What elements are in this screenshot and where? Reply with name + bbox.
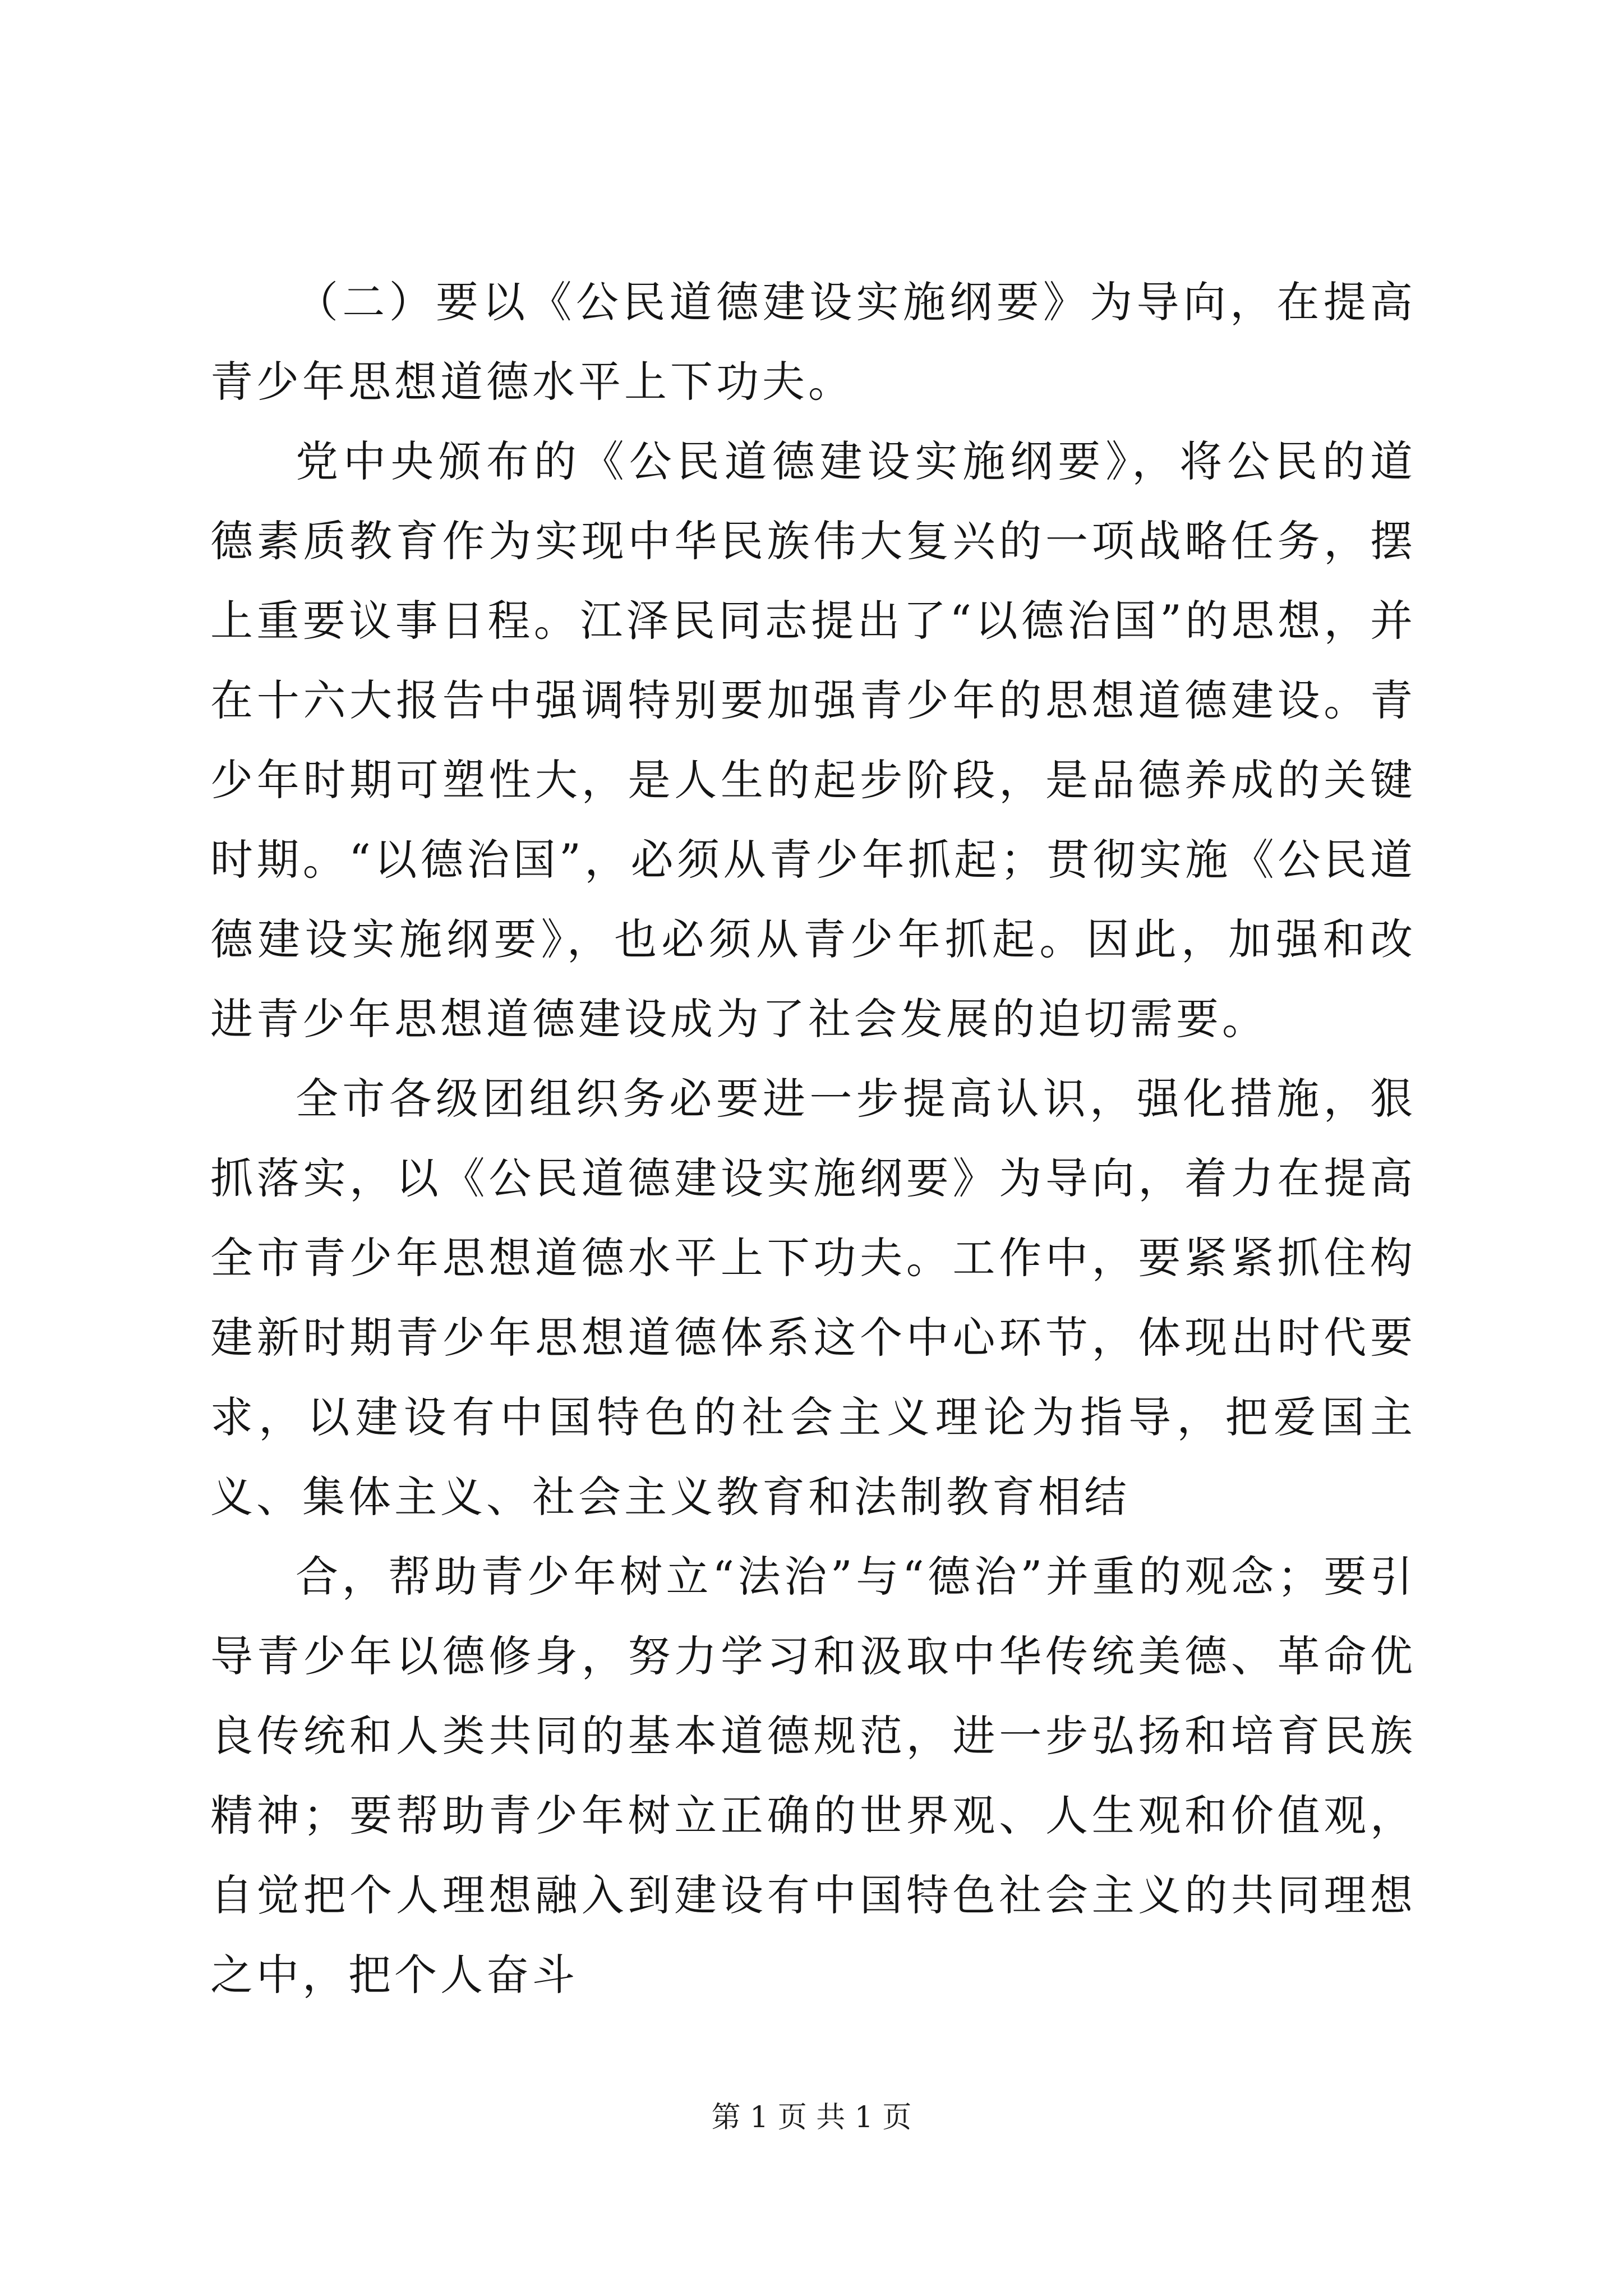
paragraph: 党中央颁布的《公民道德建设实施纲要》，将公民的道德素质教育作为实现中华民族伟大复兴的一项战略任务，摆上重要议事日程。江泽民同志提出了“以德治国”的思想，并在十六大报告中强调特别要加强青少年的思想道德建设。青少年时期可塑性大，是人生的起步阶段，是品德养成的关键时期。“以德治国”，必须从青少年抓起；贯彻实施《公民道德建设实施纲要》，也必须从青少年抓起。因此，加强和改进青少年思想道德建设成为了社会发展的迫切需要。: [210, 436, 1416, 1044]
paragraph: 全市各级团组织务必要进一步提高认识，强化措施，狠抓落实，以《公民道德建设实施纲要》为导向，着力在提高全市青少年思想道德水平上下功夫。工作中，要紧紧抓住构建新时期青少年思想道德体系这个中心环节，体现出时代要求，以建设有中国特色的社会主义理论为指导，把爱国主义、集体主义、社会主义教育和法制教育相结: [210, 1074, 1416, 1522]
document-body: [210, 263, 1416, 2015]
paragraph-heading: （二）要以《公民道德建设实施纲要》为导向，在提高青少年思想道德水平上下功夫。: [210, 277, 1416, 407]
paragraph: 合，帮助青少年树立“法治”与“德治”并重的观念；要引导青少年以德修身，努力学习和汲取中华传统美德、革命优良传统和人类共同的基本道德规范，进一步弘扬和培育民族精神；要帮助青少年树立正确的世界观、人生观和价值观，自觉把个人理想融入到建设有中国特色社会主义的共同理想之中，把个人奋斗: [210, 1552, 1416, 2000]
page-number-footer: 第 1 页 共 1 页: [711, 2101, 912, 2134]
